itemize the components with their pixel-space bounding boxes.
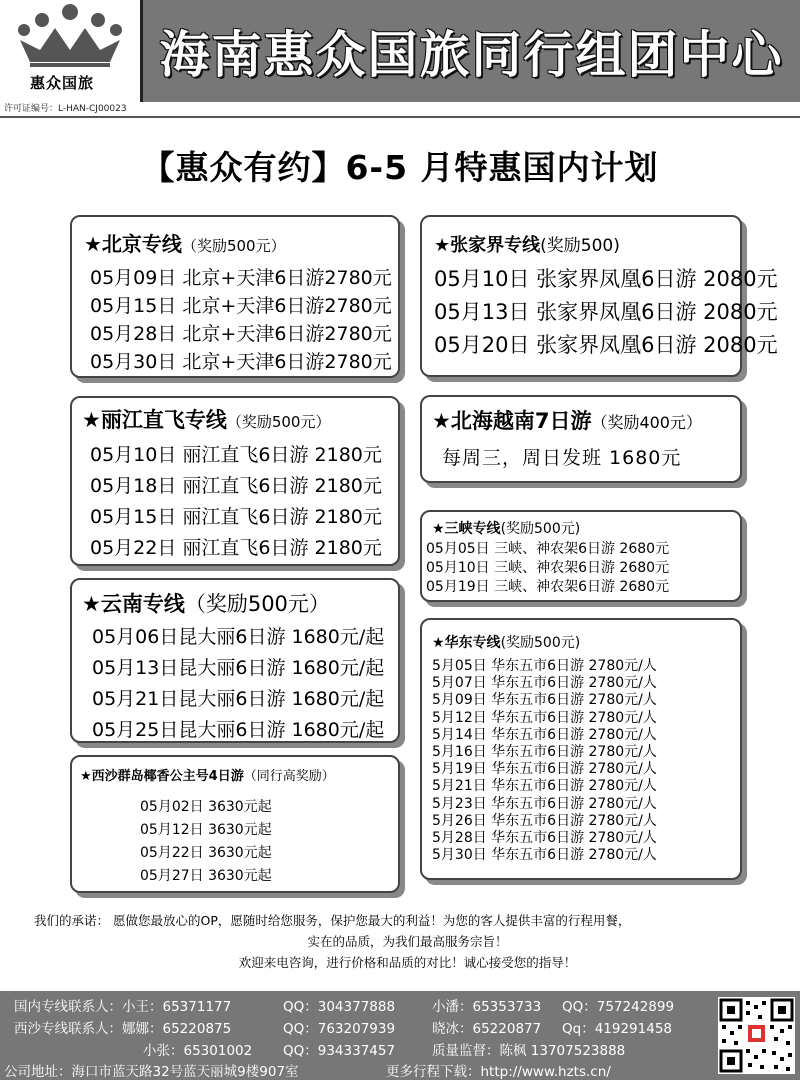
logo-text: 惠众国旅 [30, 74, 95, 92]
contact-phone: 小张：65301002 [143, 1043, 253, 1059]
list-item: 05月28日 北京+天津6日游2780元 [90, 323, 392, 345]
reward-label: (奖励500元) [500, 521, 581, 537]
list-item: 05月13日昆大丽6日游 1680元/起 [92, 657, 385, 679]
list-item: 05月10日 张家界凤凰6日游 2080元 [434, 267, 778, 291]
list-item: 05月02日 3630元起 [140, 799, 272, 815]
list-item: 05月10日 丽江直飞6日游 2180元 [90, 444, 382, 466]
promise-line: 实在的品质，为我们最高服务宗旨！ [307, 934, 508, 949]
banner [140, 0, 800, 102]
contact-qq: Qq：419291458 [562, 1021, 672, 1037]
list-item: 5月23日 华东五市6日游 2780元/人 [432, 795, 657, 812]
card-title: ★丽江直飞专线（奖励500元） [82, 408, 331, 432]
list-item: 05月20日 张家界凤凰6日游 2080元 [434, 333, 778, 357]
card-beihai [420, 395, 742, 483]
list-item: 05月13日 张家界凤凰6日游 2080元 [434, 300, 778, 324]
reward-label: （奖励500元） [184, 592, 330, 616]
list-item: 05月19日 三峡、神农架6日游 2680元 [426, 579, 670, 595]
promise-line: 欢迎来电咨询，进行价格和品质的对比！诚心接受您的指导！ [238, 955, 577, 970]
promise-text [20, 910, 795, 973]
qr-code-icon [718, 997, 795, 1074]
list-item: 5月28日 华东五市6日游 2780元/人 [432, 830, 657, 847]
list-item: 05月15日 丽江直飞6日游 2180元 [90, 506, 382, 528]
header [0, 0, 800, 118]
reward-label: （奖励500元） [181, 237, 286, 255]
company-address: 公司地址：海口市蓝天路32号蓝天丽城9楼907室 [4, 1064, 299, 1080]
list-item: 5月16日 华东五市6日游 2780元/人 [432, 744, 657, 761]
list-item: 05月21日昆大丽6日游 1680元/起 [92, 688, 385, 710]
reward-label: (奖励500元) [500, 635, 581, 651]
card-zhangjiajie [420, 215, 778, 377]
list-item: 5月14日 华东五市6日游 2780元/人 [432, 726, 657, 743]
list-item: 05月27日 3630元起 [140, 868, 272, 884]
list-item: 5月21日 华东五市6日游 2780元/人 [432, 778, 657, 795]
reward-label: (奖励500) [540, 236, 620, 256]
card-title: ★三峡专线(奖励500元) [432, 521, 581, 537]
reward-label: （奖励400元） [591, 413, 702, 432]
list-item: 05月12日 3630元起 [140, 822, 272, 838]
footer [0, 991, 800, 1080]
card-yunnan [70, 578, 400, 743]
list-item: 05月10日 三峡、神农架6日游 2680元 [426, 560, 670, 576]
list-item: 05月22日 丽江直飞6日游 2180元 [90, 537, 382, 559]
page-title: 海南惠众国旅同行组团中心 [159, 26, 784, 84]
list-item: 5月09日 华东五市6日游 2780元/人 [432, 692, 657, 709]
list-item: 每周三，周日发班 1680元 [442, 447, 682, 469]
reward-label: （奖励500元） [226, 413, 331, 431]
list-item: 05月15日 北京+天津6日游2780元 [90, 295, 392, 317]
contact-phone: 小潘：65353733 [432, 999, 542, 1015]
list-item: 05月18日 丽江直飞6日游 2180元 [90, 475, 382, 497]
list-item: 5月12日 华东五市6日游 2780元/人 [432, 709, 657, 726]
logo-icon [0, 0, 140, 72]
card-title: ★北海越南7日游（奖励400元） [432, 409, 702, 433]
contact-domestic: 国内专线联系人：小王：65371177 [14, 999, 232, 1015]
website-link[interactable]: 更多行程下载：http://www.hzts.cn/ [386, 1064, 611, 1080]
contact-xisha: 西沙专线联系人：娜娜：65220875 [14, 1021, 232, 1037]
card-xisha [70, 755, 400, 893]
card-sanxia [420, 510, 742, 602]
list-item: 5月19日 华东五市6日游 2780元/人 [432, 761, 657, 778]
card-title: ★北京专线（奖励500元） [84, 232, 286, 256]
list-item: 5月07日 华东五市6日游 2780元/人 [432, 675, 657, 692]
list-item: 5月26日 华东五市6日游 2780元/人 [432, 812, 657, 829]
contact-qq: QQ：304377888 [283, 999, 396, 1015]
card-title: ★云南专线（奖励500元） [82, 592, 330, 616]
list-item: 05月06日昆大丽6日游 1680元/起 [92, 626, 385, 648]
card-title: ★华东专线(奖励500元) [432, 635, 581, 651]
list-item: 05月30日 北京+天津6日游2780元 [90, 351, 392, 373]
card-lijiang [70, 396, 400, 566]
logo [0, 0, 140, 102]
license-number: 许可证编号：L-HAN-CJ00023 [4, 104, 127, 114]
divider [0, 116, 800, 118]
qr-code [718, 997, 795, 1074]
list-item: 5月05日 华东五市6日游 2780元/人 [432, 658, 657, 674]
reward-label: （同行高奖励） [243, 769, 335, 784]
card-title: ★西沙群岛椰香公主号4日游（同行高奖励） [80, 769, 335, 784]
list-item: 05月09日 北京+天津6日游2780元 [90, 267, 392, 289]
list-item: 05月25日昆大丽6日游 1680元/起 [92, 719, 385, 741]
promise-line: 我们的承诺： 愿做您最放心的OP，愿随时给您服务，保护您最大的利益！为您的客人提供丰富的行程用餐， [34, 913, 631, 928]
list-item: 05月05日 三峡、神农架6日游 2680元 [426, 541, 670, 557]
contact-qq: QQ：763207939 [283, 1021, 396, 1037]
card-title: ★张家界专线(奖励500) [434, 235, 620, 256]
quality-supervision: 质量监督：陈枫 13707523888 [432, 1043, 626, 1059]
card-huadong [420, 618, 742, 880]
card-beijing [70, 215, 400, 378]
list-item: 05月22日 3630元起 [140, 845, 272, 861]
contact-qq: QQ：757242899 [562, 999, 675, 1015]
contact-qq: QQ：934337457 [283, 1043, 396, 1059]
subtitle: 【惠众有约】6-5 月特惠国内计划 [141, 148, 659, 187]
list-item: 5月30日 华东五市6日游 2780元/人 [432, 847, 657, 864]
contact-phone: 晓冰：65220877 [432, 1021, 542, 1037]
